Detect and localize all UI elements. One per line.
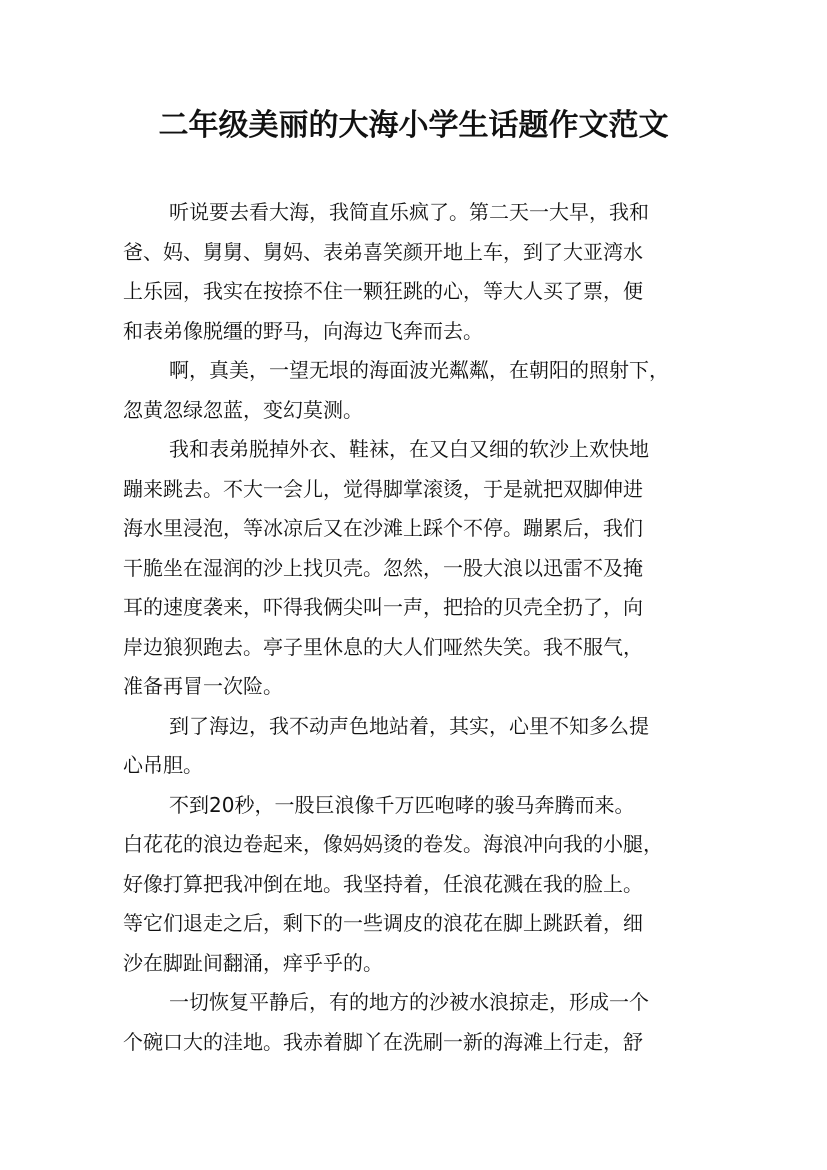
- paragraph-line: 好像打算把我冲倒在地。我坚持着，任浪花溅在我的脸上。: [123, 871, 643, 896]
- paragraph-line: 我和表弟脱掉外衣、鞋袜，在又白又细的软沙上欢快地: [169, 437, 649, 461]
- page-title: 二年级美丽的大海小学生话题作文范文: [158, 108, 669, 143]
- paragraph-line: 蹦来跳去。不大一会儿，觉得脚掌滚烫，于是就把双脚伸进: [123, 476, 643, 501]
- paragraph-line: 干脆坐在湿润的沙上找贝壳。忽然，一股大浪以迅雷不及掩: [123, 555, 643, 580]
- paragraph-line: 岸边狼狈跑去。亭子里休息的大人们哑然失笑。我不服气，: [123, 634, 643, 659]
- paragraph-line: 准备再冒一次险。: [123, 674, 283, 698]
- paragraph-line: 爸、妈、舅舅、舅妈、表弟喜笑颜开地上车，到了大亚湾水: [123, 239, 643, 264]
- paragraph-line: 上乐园，我实在按捺不住一颗狂跳的心，等大人买了票，便: [123, 279, 643, 303]
- paragraph-line: 沙在脚趾间翻涌，痒乎乎的。: [123, 950, 383, 975]
- paragraph-line: 海水里浸泡，等冰凉后又在沙滩上踩个不停。蹦累后，我们: [123, 516, 643, 540]
- paragraph-line: 忽黄忽绿忽蓝，变幻莫测。: [123, 397, 363, 422]
- paragraph-line: 啊，真美，一望无垠的海面波光粼粼，在朝阳的照射下，: [169, 358, 669, 382]
- paragraph-line: 一切恢复平静后，有的地方的沙被水浪掠走，形成一个: [169, 990, 649, 1014]
- paragraph-line: 等它们退走之后，剩下的一些调皮的浪花在脚上跳跃着，细: [123, 911, 643, 935]
- paragraph-line: 耳的速度袭来，吓得我俩尖叫一声，把拾的贝壳全扔了，向: [123, 595, 643, 619]
- essay-body: [123, 193, 708, 1062]
- paragraph-line: 和表弟像脱缰的野马，向海边飞奔而去。: [123, 318, 483, 343]
- paragraph-line: 到了海边，我不动声色地站着，其实，心里不知多么提: [169, 713, 649, 738]
- paragraph-line: 白花花的浪边卷起来，像妈妈烫的卷发。海浪冲向我的小腿，: [123, 832, 663, 856]
- paragraph-line: 听说要去看大海，我简直乐疯了。第二天一大早，我和: [169, 200, 649, 224]
- paragraph-line: 不到20秒，一股巨浪像千万匹咆哮的骏马奔腾而来。: [169, 792, 635, 817]
- paragraph-line: 个碗口大的洼地。我赤着脚丫在洗刷一新的海滩上行走，舒: [123, 1029, 643, 1054]
- paragraph-line: 心吊胆。: [123, 753, 203, 777]
